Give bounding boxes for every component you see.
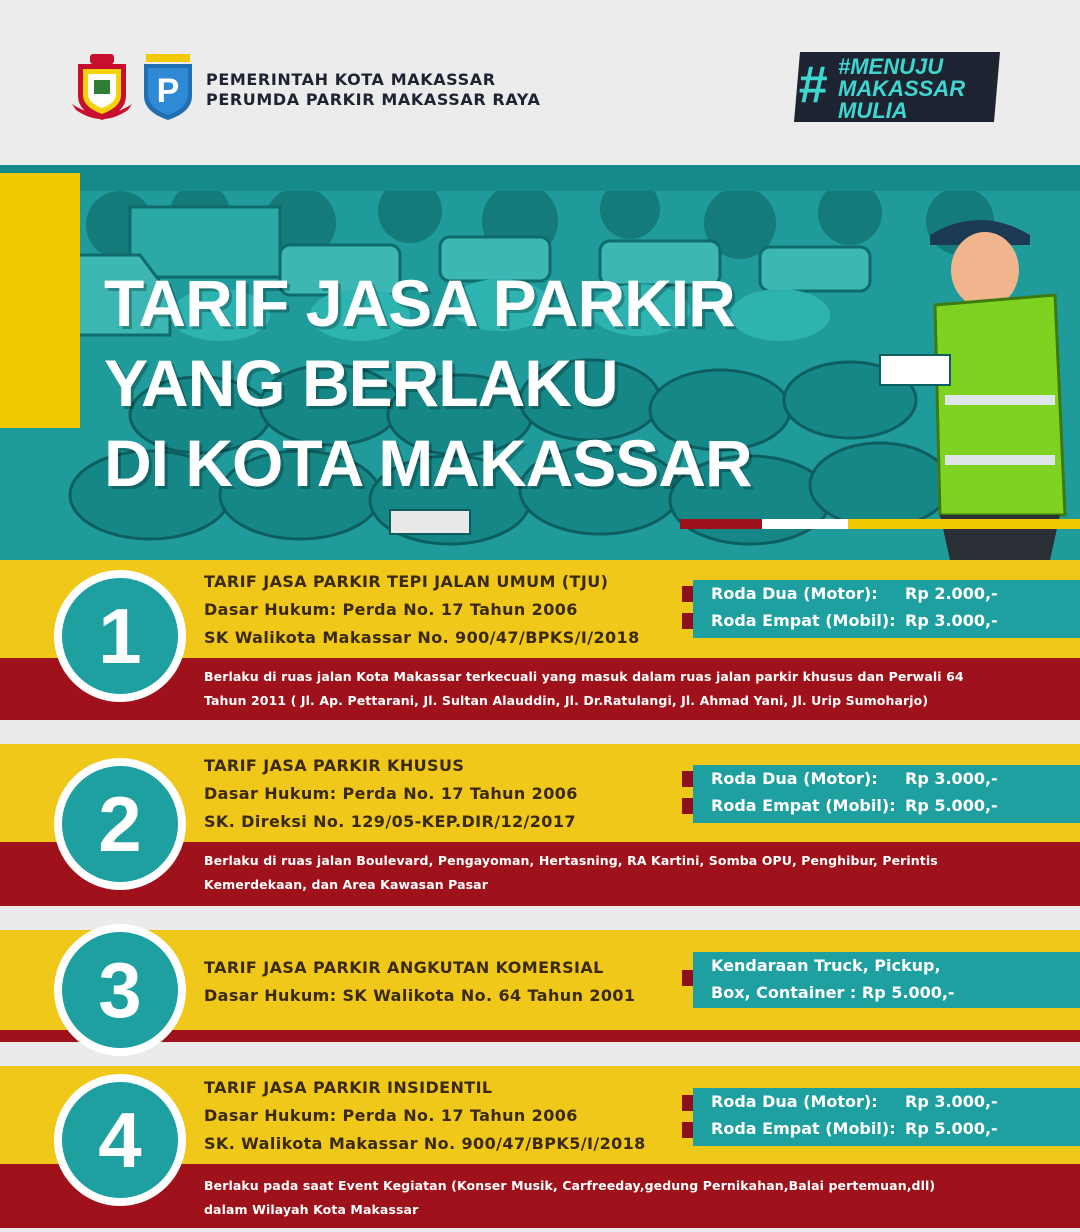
- rate-row: [711, 580, 1080, 607]
- section-1-info: [204, 568, 640, 652]
- hero-title-line-3: DI KOTA MAKASSAR: [104, 426, 752, 500]
- organization-name: [206, 70, 540, 110]
- section-2-note-line-1: Berlaku di ruas jalan Boulevard, Pengayoman, Hertasning, RA Kartini, Somba OPU, Penghibur, Perintis: [204, 853, 938, 868]
- rate-label: Roda Dua (Motor):: [711, 584, 878, 603]
- section-2-note-line-2: Kemerdekaan, dan Area Kawasan Pasar: [204, 877, 488, 892]
- hero-title-line-2: YANG BERLAKU: [104, 346, 618, 420]
- hero-banner: [0, 165, 1080, 560]
- section-2-rate-box: [693, 765, 1080, 823]
- rate-row: [711, 765, 1080, 792]
- section-2-number: 2: [62, 766, 178, 882]
- hero-title: [104, 263, 752, 503]
- section-2-number-badge: [54, 758, 186, 890]
- section-3-number: 3: [62, 932, 178, 1048]
- rate-value: Rp 5.000,-: [905, 1119, 998, 1138]
- section-1-number-badge: [54, 570, 186, 702]
- rate-label: Roda Empat (Mobil):: [711, 611, 896, 630]
- hashtag-line-2: MAKASSAR: [838, 76, 966, 101]
- org-line-1: PEMERINTAH KOTA MAKASSAR: [206, 70, 496, 89]
- rate-label: Roda Empat (Mobil):: [711, 1119, 896, 1138]
- section-4-legal-2: SK. Walikota Makassar No. 900/47/BPK5/I/2018: [204, 1134, 646, 1153]
- perumda-parkir-logo-icon: [140, 52, 196, 122]
- section-4-legal-1: Dasar Hukum: Perda No. 17 Tahun 2006: [204, 1106, 578, 1125]
- rate-value: Rp 5.000,-: [905, 796, 998, 815]
- section-2-info: [204, 752, 578, 836]
- hashtag-line-1: #MENUJU: [838, 54, 944, 79]
- section-4-title: TARIF JASA PARKIR INSIDENTIL: [204, 1078, 493, 1097]
- stripe-yellow: [848, 519, 1080, 529]
- hero-title-line-1: TARIF JASA PARKIR: [104, 266, 735, 340]
- section-2-legal-2: SK. Direksi No. 129/05-KEP.DIR/12/2017: [204, 812, 576, 831]
- section-1-note-line-2: Tahun 2011 ( Jl. Ap. Pettarani, Jl. Sultan Alauddin, Jl. Dr.Ratulangi, Jl. Ahmad Yani, Jl. Urip Sumoharjo): [204, 693, 929, 708]
- hashtag-symbol: #: [798, 56, 827, 114]
- section-3-rate-box: [693, 952, 1080, 1008]
- hashtag-badge: [790, 48, 1005, 126]
- tariff-section-2: [0, 744, 1080, 906]
- section-3-legal-1: Dasar Hukum: SK Walikota No. 64 Tahun 2001: [204, 986, 636, 1005]
- section-4-note: [204, 1174, 935, 1222]
- rate-label: Roda Empat (Mobil):: [711, 796, 896, 815]
- tariff-section-4: [0, 1066, 1080, 1228]
- section-4-number: 4: [62, 1082, 178, 1198]
- rate-value: Rp 2.000,-: [905, 584, 998, 603]
- tariff-section-3: [0, 930, 1080, 1042]
- stripe-red: [680, 519, 762, 529]
- rate-value: Rp 3.000,-: [905, 769, 998, 788]
- rate-value: Rp 3.000,-: [905, 611, 998, 630]
- tariff-section-1: [0, 560, 1080, 720]
- section-1-title: TARIF JASA PARKIR TEPI JALAN UMUM (TJU): [204, 572, 609, 591]
- rate-label: Roda Dua (Motor):: [711, 1092, 878, 1111]
- section-3-info: [204, 954, 635, 1010]
- parking-letter: P: [156, 72, 180, 110]
- section-1-rate-box: [693, 580, 1080, 638]
- header: [0, 0, 1080, 165]
- rate-row: [711, 1088, 1080, 1115]
- section-4-note-line-1: Berlaku pada saat Event Kegiatan (Konser Musik, Carfreeday,gedung Pernikahan,Balai pertemuan,dll): [204, 1178, 936, 1193]
- hero-top-bar: [0, 165, 1080, 191]
- section-4-number-badge: [54, 1074, 186, 1206]
- section-1-legal-2: SK Walikota Makassar No. 900/47/BPKS/I/2018: [204, 628, 640, 647]
- section-3-rate-line-1: Kendaraan Truck, Pickup,: [711, 956, 941, 975]
- rate-label: Roda Dua (Motor):: [711, 769, 878, 788]
- section-4-info: [204, 1074, 646, 1158]
- section-1-legal-1: Dasar Hukum: Perda No. 17 Tahun 2006: [204, 600, 578, 619]
- stripe-white: [762, 519, 848, 529]
- section-2-legal-1: Dasar Hukum: Perda No. 17 Tahun 2006: [204, 784, 578, 803]
- rate-row: [711, 1115, 1080, 1142]
- section-4-note-line-2: dalam Wilayah Kota Makassar: [204, 1202, 419, 1217]
- section-2-note: [204, 849, 938, 897]
- section-3-number-badge: [54, 924, 186, 1056]
- yellow-accent-tab: [0, 173, 80, 428]
- section-1-note: [204, 665, 964, 713]
- section-3-title: TARIF JASA PARKIR ANGKUTAN KOMERSIAL: [204, 958, 604, 977]
- rate-value: Rp 3.000,-: [905, 1092, 998, 1111]
- makassar-city-emblem-icon: [72, 50, 132, 122]
- rate-row: [711, 792, 1080, 819]
- org-line-2: PERUMDA PARKIR MAKASSAR RAYA: [206, 90, 541, 109]
- section-1-number: 1: [62, 578, 178, 694]
- section-3-rate-line-2: Box, Container : Rp 5.000,-: [711, 983, 955, 1002]
- section-2-title: TARIF JASA PARKIR KHUSUS: [204, 756, 465, 775]
- section-1-note-line-1: Berlaku di ruas jalan Kota Makassar terkecuali yang masuk dalam ruas jalan parkir khusus dan Perwali 64: [204, 669, 964, 684]
- section-4-rate-box: [693, 1088, 1080, 1146]
- rate-row: [711, 607, 1080, 634]
- hashtag-line-3: MULIA: [838, 98, 908, 123]
